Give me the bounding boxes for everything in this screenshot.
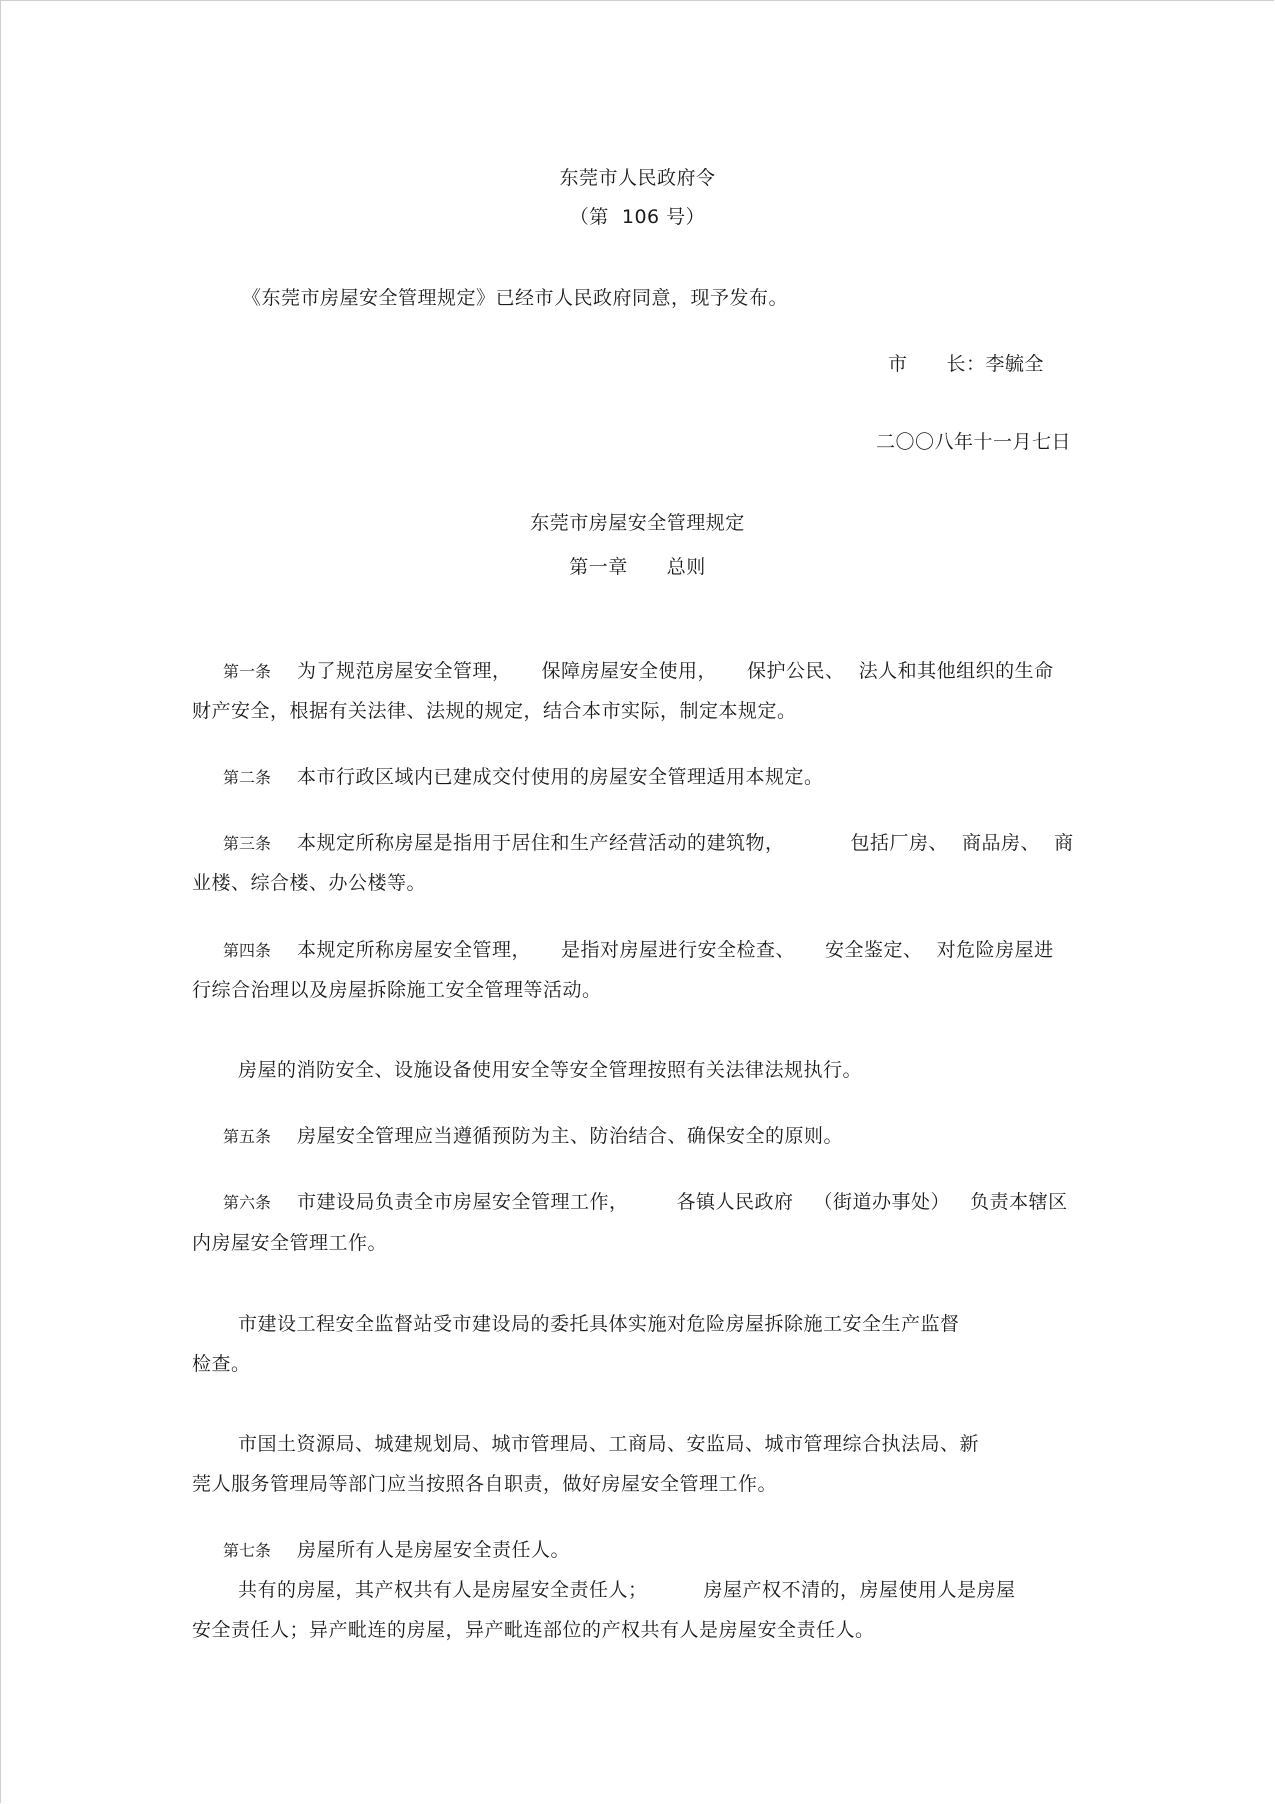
article-3-part: 商 <box>1054 832 1074 854</box>
article-3-part: 本规定所称房屋是指用于居住和生产经营活动的建筑物， <box>297 832 785 854</box>
article-2 <box>223 765 824 790</box>
signature <box>888 352 1044 376</box>
article-1-line-2: 财产安全，根据有关法律、法规的规定，结合本市实际，制定本规定。 <box>192 700 797 722</box>
order-number: （第 106 号） <box>569 206 706 228</box>
article-7-para-2-line-1 <box>238 1578 1016 1602</box>
article-6-line-2: 内房屋安全管理工作。 <box>192 1232 388 1254</box>
article-6-label: 第六条 <box>223 1193 272 1212</box>
signature-name: 李毓全 <box>985 353 1045 375</box>
article-3-line-2: 业楼、综合楼、办公楼等。 <box>192 872 427 894</box>
order-date: 二〇〇八年十一月七日 <box>876 431 1072 453</box>
article-6-para-3-line-1: 市国土资源局、城建规划局、城市管理局、工商局、安监局、城市管理综合执法局、新 <box>238 1433 980 1455</box>
article-3-label: 第三条 <box>223 834 272 853</box>
article-6-part: 各镇人民政府 <box>676 1191 794 1213</box>
signature-role: 市 长： <box>888 353 986 375</box>
article-2-label: 第二条 <box>223 768 272 787</box>
article-6-para-2-line-2: 检查。 <box>192 1353 251 1375</box>
article-3-line-1 <box>223 831 1074 856</box>
article-1-part: 法人和其他组织的生命 <box>858 660 1054 682</box>
article-6-part: 市建设局负责全市房屋安全管理工作， <box>297 1191 629 1213</box>
article-6-para-3-line-2: 莞人服务管理局等部门应当按照各自职责，做好房屋安全管理工作。 <box>192 1473 778 1495</box>
article-6-part: （街道办事处） <box>813 1191 951 1213</box>
article-2-text: 本市行政区域内已建成交付使用的房屋安全管理适用本规定。 <box>297 766 824 788</box>
article-5-text: 房屋安全管理应当遵循预防为主、防治结合、确保安全的原则。 <box>297 1125 844 1147</box>
article-4-line-1 <box>223 938 1054 963</box>
article-1-line-1 <box>223 659 1054 684</box>
article-5 <box>223 1124 843 1149</box>
article-1-label: 第一条 <box>223 662 272 681</box>
article-4-label: 第四条 <box>223 941 272 960</box>
article-7-line-1 <box>223 1538 570 1563</box>
article-1-part: 保障房屋安全使用， <box>541 660 718 682</box>
article-4-part: 对危险房屋进 <box>936 939 1054 961</box>
article-7-part: 房屋产权不清的，房屋使用人是房屋 <box>703 1579 1016 1601</box>
article-4-para-2: 房屋的消防安全、设施设备使用安全等安全管理按照有关法律法规执行。 <box>238 1059 863 1081</box>
article-4-part: 安全鉴定、 <box>825 939 923 961</box>
article-1-part: 为了规范房屋安全管理， <box>297 660 512 682</box>
announcement: 《东莞市房屋安全管理规定》已经市人民政府同意，现予发布。 <box>242 287 789 309</box>
article-6-para-2-line-1: 市建设工程安全监督站受市建设局的委托具体实施对危险房屋拆除施工安全生产监督 <box>238 1313 960 1335</box>
article-3-part: 包括厂房、 <box>850 832 949 854</box>
article-4-part: 本规定所称房屋安全管理， <box>297 939 532 961</box>
article-6-part: 负责本辖区 <box>970 1191 1068 1213</box>
article-1-part: 保护公民、 <box>747 660 845 682</box>
article-4-part: 是指对房屋进行安全检查、 <box>561 939 796 961</box>
article-7-part: 共有的房屋，其产权共有人是房屋安全责任人； <box>238 1579 648 1601</box>
article-3-part: 商品房、 <box>962 832 1041 854</box>
article-5-label: 第五条 <box>223 1127 272 1146</box>
chapter-heading: 第一章 总则 <box>569 556 706 578</box>
article-7-para-2-line-2: 安全责任人；异产毗连的房屋，异产毗连部位的产权共有人是房屋安全责任人。 <box>192 1619 875 1641</box>
regulation-title: 东莞市房屋安全管理规定 <box>530 512 745 534</box>
article-7-label: 第七条 <box>223 1541 272 1560</box>
order-title: 东莞市人民政府令 <box>559 167 716 189</box>
article-4-line-2: 行综合治理以及房屋拆除施工安全管理等活动。 <box>192 979 602 1001</box>
article-6-line-1 <box>223 1190 1068 1215</box>
article-7-text: 房屋所有人是房屋安全责任人。 <box>297 1539 571 1561</box>
